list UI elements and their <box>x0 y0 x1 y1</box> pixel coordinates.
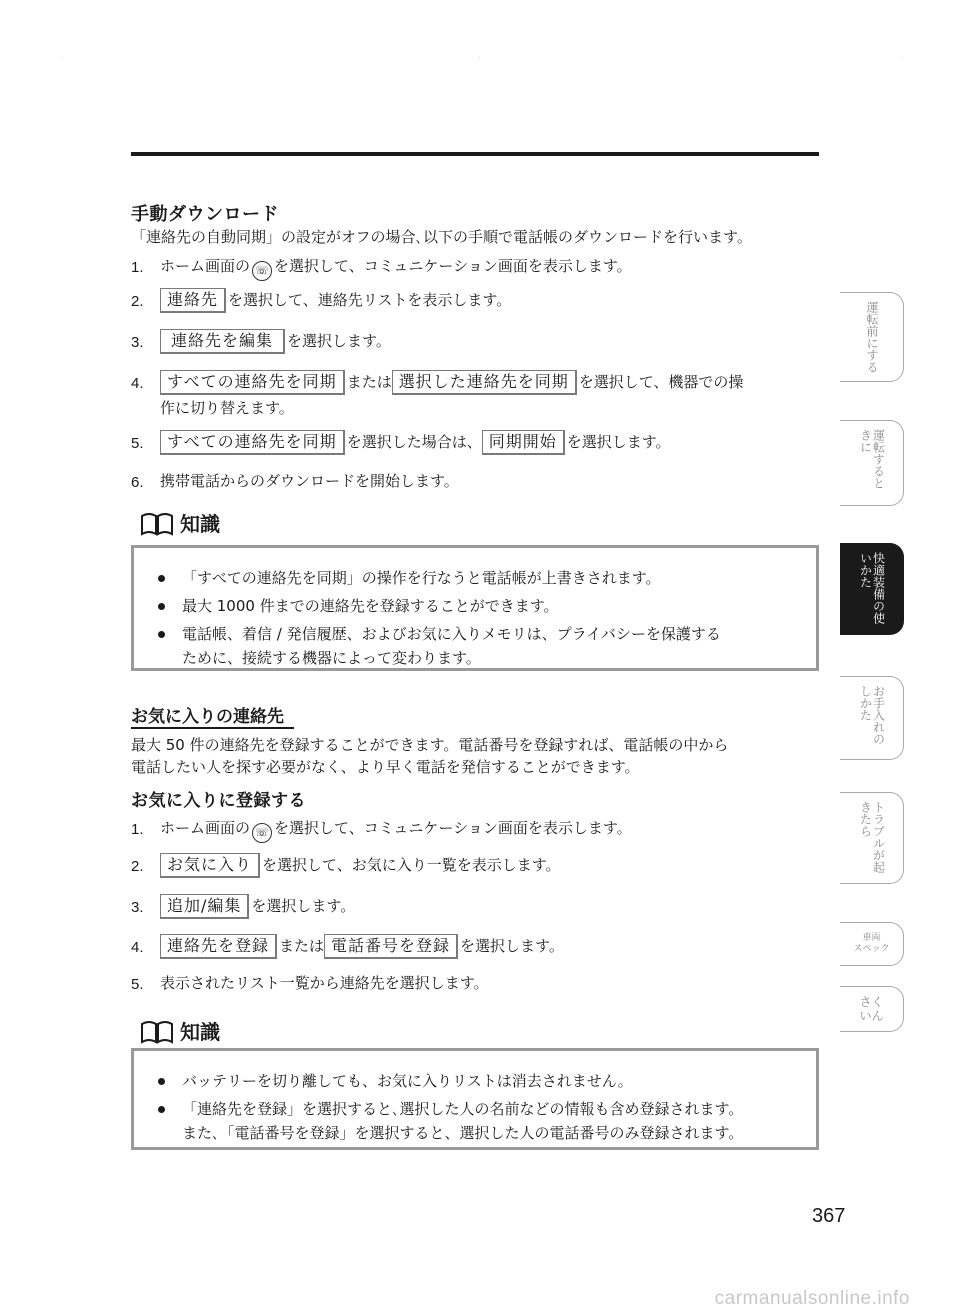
step-number: 1. <box>131 259 144 276</box>
step-number: 4. <box>131 375 144 392</box>
step-text: ホーム画面の <box>160 819 251 837</box>
crop-mark: · <box>478 54 481 63</box>
step-number: 1. <box>131 821 144 838</box>
step-number: 3. <box>131 334 144 351</box>
knowledge-title: 知識 <box>180 512 220 536</box>
tab-before-driving[interactable]: 運転前にする <box>840 292 904 382</box>
step-text: を選択した場合は、 <box>346 433 482 451</box>
knowledge-item: 「すべての連絡先を同期」の操作を行なうと電話帳が上書きされます。 <box>154 566 796 590</box>
step-item <box>131 815 821 841</box>
step-text: を選択します。 <box>566 433 671 451</box>
tab-maintenance[interactable]: お手入れのしかた <box>840 676 904 760</box>
section-paragraph: 最大 50 件の連絡先を登録することができます。電話番号を登録すれば、電話帳の中から <box>131 736 729 754</box>
step-item <box>131 893 821 919</box>
tab-troubleshooting[interactable]: トラブルが起きたら <box>840 792 904 884</box>
phone-icon: ☏ <box>252 261 272 281</box>
sync-selected-contacts-button[interactable]: 選択した連絡先を同期 <box>392 370 577 395</box>
tab-while-driving[interactable]: 運転するときに <box>840 420 904 506</box>
step-text: を選択して、お気に入り一覧を表示します。 <box>262 856 561 874</box>
top-rule <box>131 152 819 156</box>
step-item <box>131 369 821 421</box>
book-icon <box>140 512 174 534</box>
step-item <box>131 970 821 996</box>
book-icon <box>140 1020 174 1042</box>
step-item <box>131 253 821 279</box>
watermark: carmanualsonline.info <box>714 1288 910 1309</box>
step-number: 5. <box>131 976 144 993</box>
knowledge-item: 電話帳、着信 / 発信履歴、およびお気に入りメモリは、プライバシーを保護する ために、接続する機器によって変わります。 <box>154 622 796 670</box>
step-number: 5. <box>131 435 144 452</box>
edit-contacts-button[interactable]: 連絡先を編集 <box>160 329 285 354</box>
register-contact-button[interactable]: 連絡先を登録 <box>160 934 277 959</box>
knowledge-item: 「連絡先を登録」を選択すると､選択した人の名前などの情報も含め登録されます。 また､「電話番号を登録」を選択すると、選択した人の電話番号のみ登録されます。 <box>154 1097 796 1145</box>
crop-mark: · <box>900 54 903 63</box>
subheading-add-favorites: お気に入りに登録する <box>131 791 306 811</box>
step-text: を選択して、連絡先リストを表示します。 <box>228 291 512 309</box>
step-item <box>131 429 821 455</box>
section-intro: 「連絡先の自動同期」の設定がオフの場合､以下の手順で電話帳のダウンロードを行います。 <box>131 228 752 246</box>
knowledge-box <box>131 1048 819 1150</box>
contacts-button[interactable]: 連絡先 <box>160 288 226 313</box>
step-text: を選択します。 <box>251 897 356 915</box>
knowledge-item: 最大 1000 件までの連絡先を登録することができます。 <box>154 594 796 618</box>
section-paragraph: 電話したい人を探す必要がなく、より早く電話を発信することができます。 <box>131 758 640 776</box>
step-text: を選択して、コミュニケーション画面を表示します。 <box>274 819 632 837</box>
step-text: 作に切り替えます。 <box>160 399 294 417</box>
bullet-dot <box>158 603 165 610</box>
section-heading-manual-download: 手動ダウンロード <box>131 204 279 225</box>
sync-all-contacts-button[interactable]: すべての連絡先を同期 <box>160 370 345 395</box>
step-text: 携帯電話からのダウンロードを開始します。 <box>160 472 459 490</box>
start-sync-button[interactable]: 同期開始 <box>482 430 565 455</box>
step-number: 4. <box>131 939 144 956</box>
bullet-dot <box>158 1078 165 1085</box>
section-heading-favorites: お気に入りの連絡先 <box>131 702 294 729</box>
tab-index[interactable]: さく いん <box>840 986 904 1032</box>
step-text: または <box>346 373 392 391</box>
step-text: を選択します。 <box>460 937 564 955</box>
add-edit-button[interactable]: 追加/編集 <box>160 894 249 919</box>
step-number: 6. <box>131 474 144 491</box>
tab-vehicle-specs[interactable]: 車両 スペック <box>840 922 904 966</box>
step-item <box>131 468 821 494</box>
phone-icon: ☏ <box>252 823 272 843</box>
page-number: 367 <box>812 1205 846 1227</box>
knowledge-title: 知識 <box>180 1020 220 1044</box>
bullet-dot <box>158 1106 165 1113</box>
step-text: を選択して、機器での操 <box>578 373 744 391</box>
knowledge-item: バッテリーを切り離しても、お気に入りリストは消去されません。 <box>154 1069 796 1093</box>
favorites-button[interactable]: お気に入り <box>160 853 260 878</box>
sync-all-contacts-button[interactable]: すべての連絡先を同期 <box>160 430 345 455</box>
bullet-dot <box>158 631 165 638</box>
step-text: を選択して、コミュニケーション画面を表示します。 <box>274 257 632 275</box>
step-item <box>131 933 821 959</box>
knowledge-heading <box>140 1016 220 1045</box>
step-item <box>131 852 821 878</box>
step-item <box>131 328 821 354</box>
knowledge-heading <box>140 508 220 537</box>
crop-mark: · <box>60 54 63 63</box>
step-text: 表示されたリスト一覧から連絡先を選択します。 <box>160 974 489 992</box>
register-phone-number-button[interactable]: 電話番号を登録 <box>324 934 458 959</box>
step-number: 3. <box>131 899 144 916</box>
step-text: ホーム画面の <box>160 257 251 275</box>
step-number: 2. <box>131 858 144 875</box>
step-item <box>131 287 821 313</box>
step-text: または <box>279 937 325 955</box>
knowledge-box <box>131 545 819 671</box>
tab-comfort-features[interactable]: 快適装備の使いかた <box>840 543 904 635</box>
bullet-dot <box>158 575 165 582</box>
step-text: を選択します。 <box>287 332 391 350</box>
step-number: 2. <box>131 293 144 310</box>
